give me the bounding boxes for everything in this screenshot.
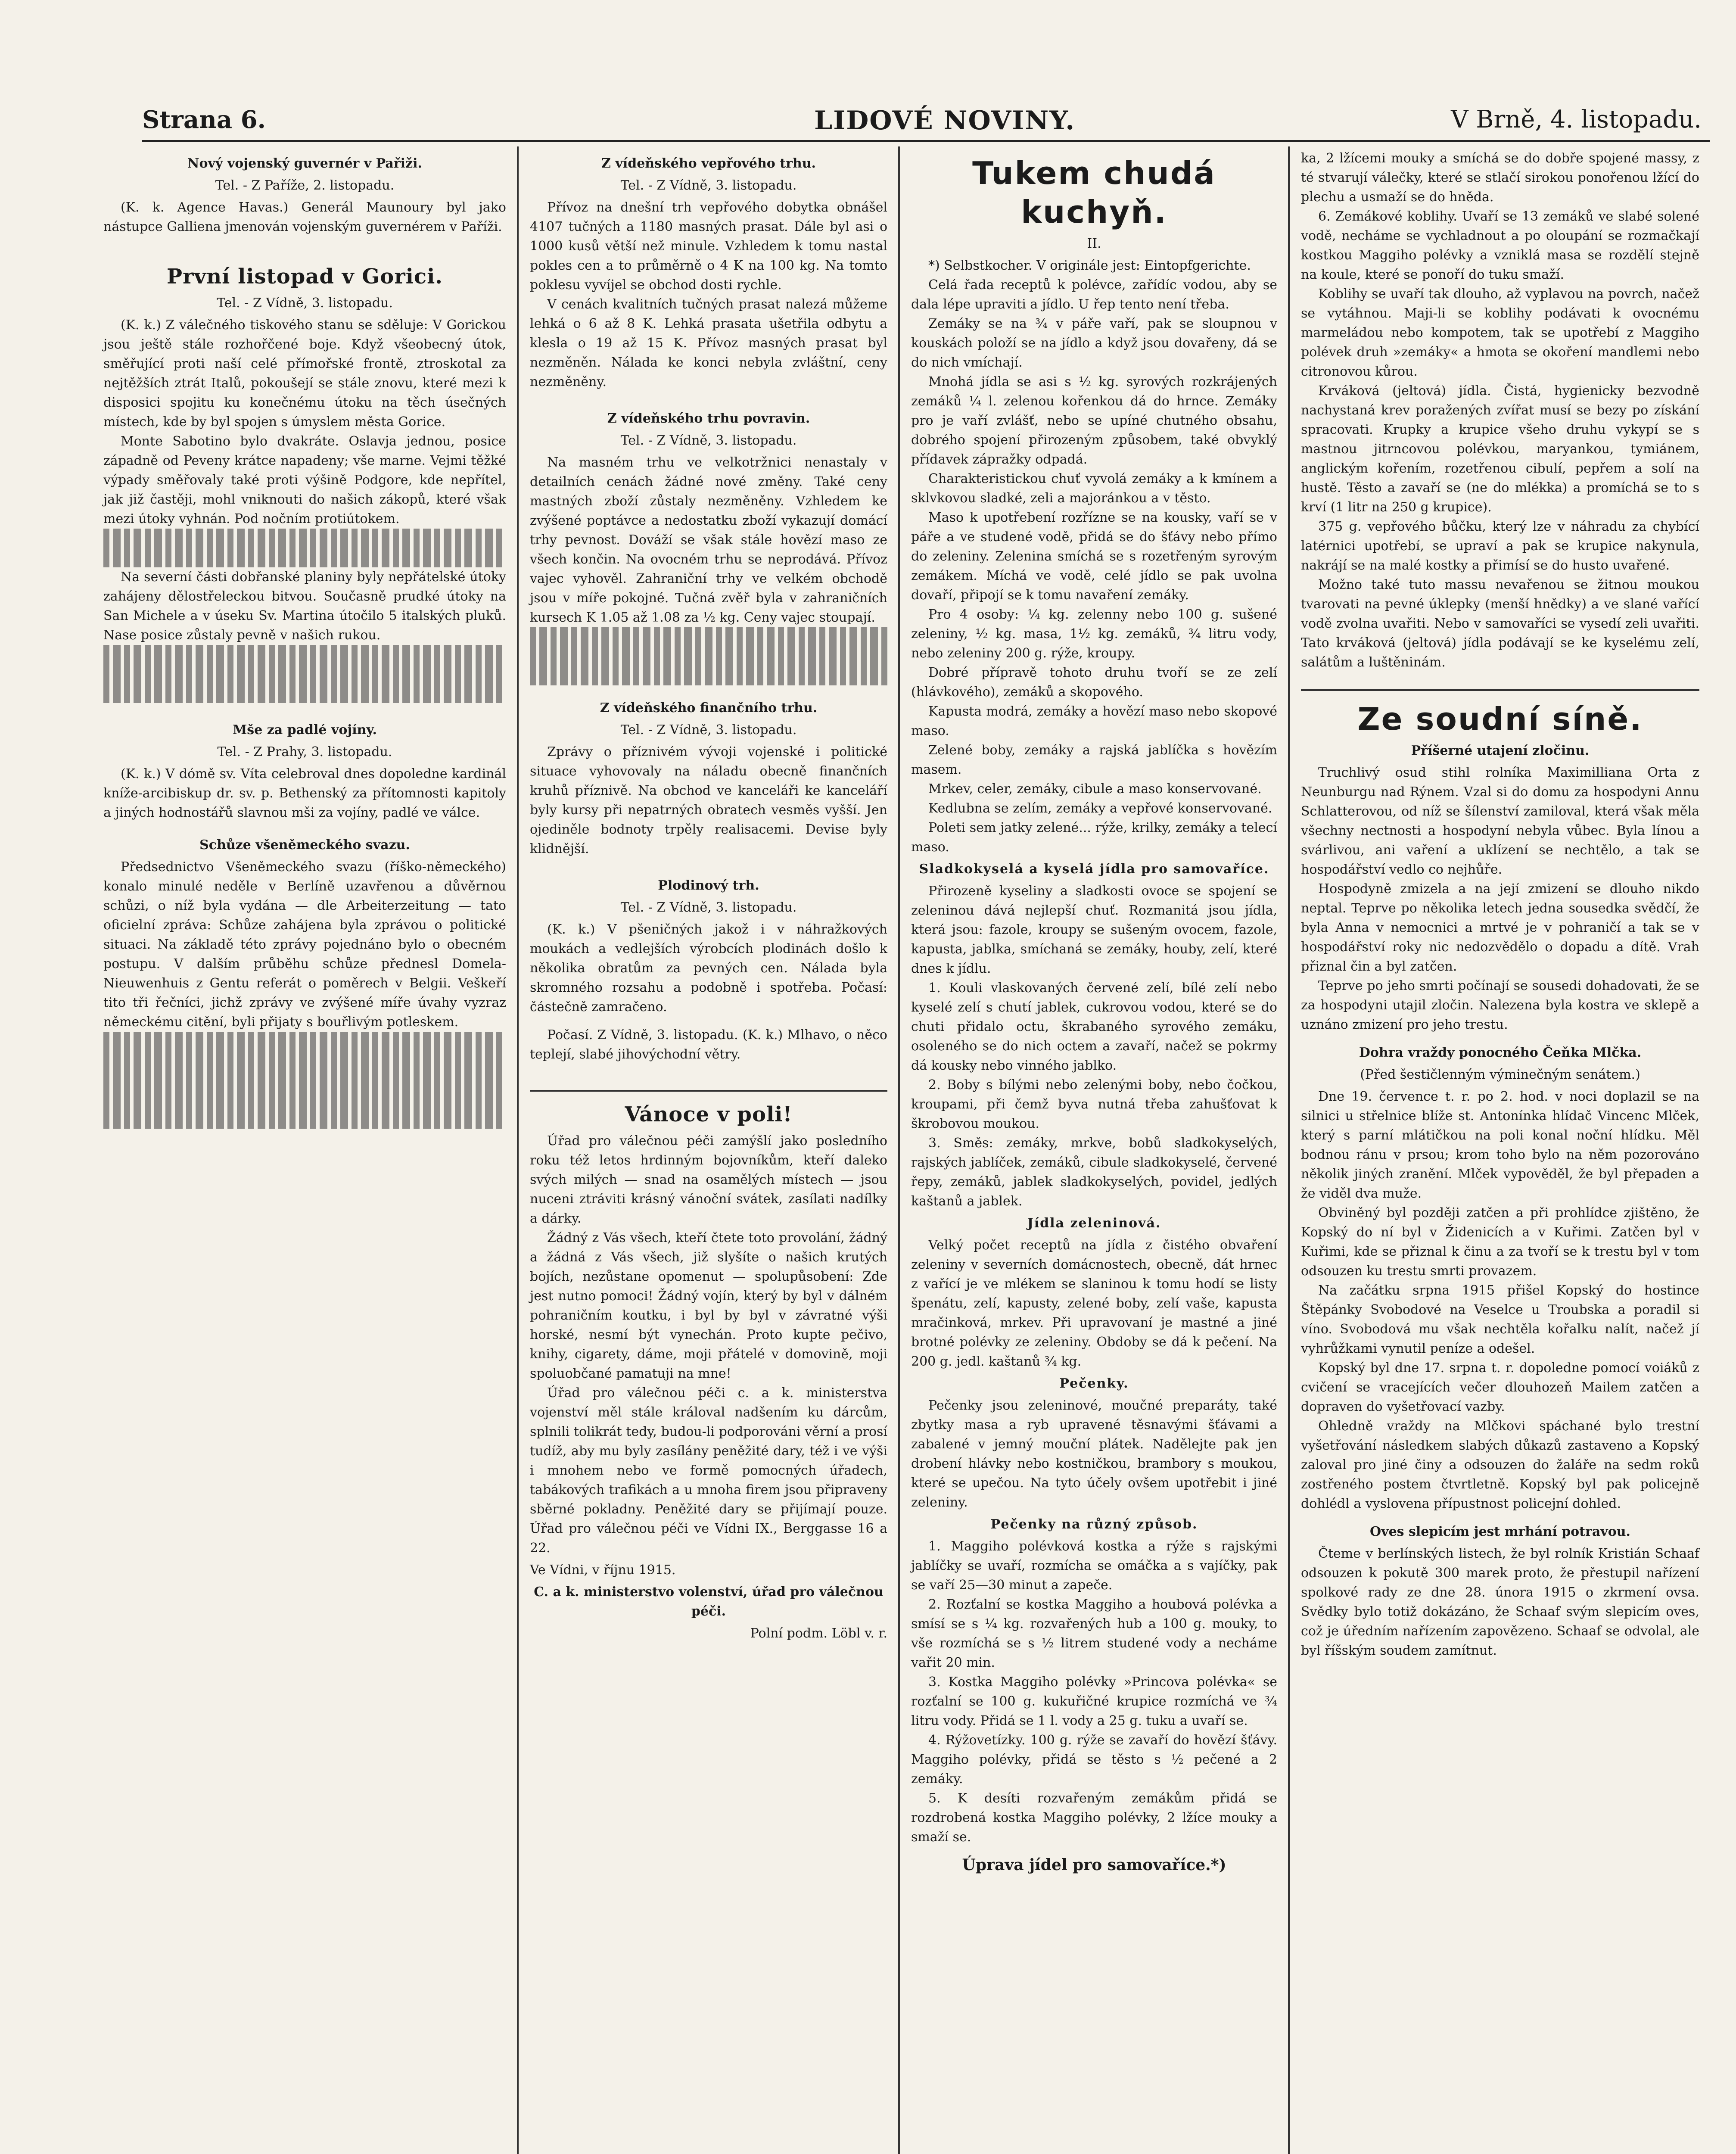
article-text: Kapusta modrá, zemáky a hovězí maso nebo skopové maso. <box>911 704 1277 738</box>
article-text: Dobré přípravě tohoto druhu tvoří se ze zelí (hlávkového), zemáků a skopového. <box>911 665 1277 700</box>
article-dateline: Tel. - Z Vídně, 3. listopadu. <box>620 722 797 738</box>
article-text: 6. Zemákové koblihy. Uvaří se 13 zemáků ve slabé solené vodě, necháme se vychladnout a po oloupání se rozmačkají kostkou Maggiho polévky a vzniklá masa se rozdělí stejně na koule, které se ponoří do tuku smaží. <box>1301 209 1699 282</box>
column-2 <box>530 149 887 1646</box>
article-text: 375 g. vepřového bůčku, který lze v náhradu za chybící latérnici upotřebí, se upraví a pak se krupice nakynula, nakrájí se na malé kostky a přimísí se do husto uvařené. <box>1301 519 1699 573</box>
article-title: Z vídeňského finančního trhu. <box>600 700 818 716</box>
section-heading: Pečenky na různý způsob. <box>990 1517 1198 1532</box>
article-text: Předsednictvo Všeněmeckého svazu (říško-německého) konalo minulé neděle v Berlíně uzavřenou a důvěrnou schůzi, o níž byla vydána — dle Arbeiterzeitung — tato oficielní zpráva: Schůze zahájena byla zprávou o politické situaci. Na základě této zprávy pojednáno bylo o obecném postupu. V dalším průběhu schůze přednesl Domela-Nieuwenhuis z Gentu referát o poměrech v Belgii. Veškeří tito tři řečníci, jichž zprávy ve zvýšené míře úvahy vyzraz německému citění, byli přijaty s bouřlivým potleskem. <box>103 859 506 1030</box>
article-text: *) Selbstkocher. V originále jest: Eintopfgerichte. <box>928 258 1251 273</box>
article-title: Ze soudní síně. <box>1301 689 1699 738</box>
column-4 <box>1301 149 1699 1660</box>
article-text: Přirozeně kyseliny a sladkosti ovoce se spojení se zeleninou dává nejlepší chuť. Rozmanitá jsou jídla, která jsou: fazole, kroupy se sušeným ovocem, fazole, kapusta, jablka, smíchaná se zemáky, houby, zelí, které dnes k jídlu. <box>911 884 1277 976</box>
article-text: 1. Maggiho polévková kostka a rýže s rajskými jablíčky se uvaří, rozmícha se omáčka a s vajíčky, pak se vaří 25—30 minut a zapeče. <box>911 1539 1277 1593</box>
article-dateline: Tel. - Z Vídně, 3. listopadu. <box>217 296 393 311</box>
article-text: Na masném trhu ve velkotržnici nenastaly v detailních cenách žádné nové změny. Také ceny mastných zboží zůstaly nezměněny. Vzhledem ke zvýšené poptávce a nedostatku zboží vykazují domácí trhy pevnost. Dováží se však stále hovězí maso ze všech končin. Na ovocném trhu se neprodává. Přívoz vajec vyhověl. Zahraniční trhy ve velkém obchodě jsou v míře pokojné. Tučná zvěř byla v zahraničních kursech K 1.05 až 1.08 za ½ kg. Ceny vajec stoupají. <box>530 455 887 625</box>
footer-title: Úprava jídel pro samovaříce.*) <box>962 1856 1226 1874</box>
article-text: Zemáky se na ¾ v páře vaří, pak se sloupnou v kouskách položí se na jídlo a když jsou dovařeny, dá se do nich vmíchají. <box>911 316 1277 370</box>
page-number: Strana 6. <box>142 106 266 134</box>
article-text: Přívoz na dnešní trh vepřového dobytka obnášel 4107 tučných a 1180 masných prasat. Dále byl asi o 1000 kusů větší než minule. Vzhledem k tomu nastal pokles cen a to průměrně o 4 K na 100 kg. Na tomto poklesu vyvíjel se obchod dosti rychle. <box>530 200 887 293</box>
article-dateline: Tel. - Z Paříže, 2. listopadu. <box>215 178 395 193</box>
article-text: Kopský byl dne 17. srpna t. r. dopoledne pomocí voiáků z cvičení se vracejících večer dlouhozeň Mailem zatčen a dopraven do vyšetřovací vazby. <box>1301 1360 1699 1414</box>
article-date: Ve Vídni, v říjnu 1915. <box>530 1563 676 1578</box>
column-divider <box>898 146 900 2154</box>
article-text: Na začátku srpna 1915 přišel Kopský do hostince Štěpánky Svobodové na Veselce u Troubska a poradil si víno. Svobodová mu však nechtěla kořalku nalít, načež jí vyhrůžkami vynutil peníze a odešel. <box>1301 1283 1699 1356</box>
article-text: 2. Rozťalní se kostka Maggiho a houbová polévka a smísí se s ¼ kg. rozvařených hub a 100 g. mouky, to vše rozmíchá se s ½ litrem studené vody a necháme vařit 20 min. <box>911 1597 1277 1670</box>
article-subtitle: (Před šestičlenným výminečným senátem.) <box>1360 1067 1640 1082</box>
article-title: Schůze všeněmeckého svazu. <box>199 837 410 853</box>
article-text: Charakteristickou chuť vyvolá zemáky a k kmínem a sklvkovou sladké, zeli a majoránkou a v těsto. <box>911 471 1277 506</box>
article-title: Z vídeňského trhu povravin. <box>607 411 810 426</box>
article-text: 4. Rýžovetízky. 100 g. rýže se zavaří do hovězí šťávy. Maggiho polévky, přidá se těsto s ½ pečené a 2 zemáky. <box>911 1733 1277 1787</box>
article-text: Kedlubna se zelím, zemáky a vepřové konservované. <box>928 801 1272 816</box>
article-title: Dohra vraždy ponocného Čeňka Mlčka. <box>1359 1045 1642 1060</box>
article-text: Na severní části dobřanské planiny byly nepřátelské útoky zahájeny dělostřeleckou bitvou. Současně prudké útoky na San Michele a v úseku Sv. Martina útočilo 5 italských pluků. Nase posice zůstaly pevně v našich rukou. <box>103 570 506 643</box>
article-text: Monte Sabotino bylo dvakráte. Oslavja jednou, posice západně od Peveny krátce napadeny; vše marne. Vejmi těžké výpady směřovaly také proti výšině Podgore, kde nepřítel, jak již častěji, mohl vniknouti do našich zákopů, které však mezi útoky vyhnán. Pod nočním protiútokem. <box>103 434 506 526</box>
article-title: Oves slepicím jest mrhání potravou. <box>1370 1524 1630 1539</box>
article-dateline: Tel. - Z Prahy, 3. listopadu. <box>217 744 392 760</box>
article-dateline: Tel. - Z Vídně, 3. listopadu. <box>620 178 797 193</box>
article-text: Čteme v berlínských listech, že byl rolník Kristián Schaaf odsouzen k pokutě 300 marek proto, že přestupil nařízení spolkové rady ze dne 28. února 1915 o zkrmení ovsa. Svědky bylo totiž dokázáno, že Schaaf svým slepicím oves, což je úředním nařízením zapovězeno. Schaaf se odvolal, ale byl říšským soudem zamítnut. <box>1301 1546 1699 1658</box>
article-text: Zelené boby, zemáky a rajská jablíčka s hovězím masem. <box>911 743 1277 777</box>
article-text: Maso k upotřebení rozřízne se na kousky, vaří se v páře a ve studené vodě, přidá se do šťávy nebo přímo do zeleniny. Zelenina smíchá se s rozetřeným syrovým zemákem. Míchá ve vodě, celé jídlo se pak uvolna dovaří, připojí se k tomu navaření zemáky. <box>911 510 1277 603</box>
article-signature-org: C. a k. ministerstvo volenství, úřad pro válečnou péči. <box>534 1584 884 1619</box>
column-divider <box>1288 146 1290 2154</box>
article-text: Koblihy se uvaří tak dlouho, až vyplavou na povrch, načež se vytáhnou. Maji-li se koblihy podávati k ovocnému marmeládou nebo kompotem, tak se upotřebí z Maggiho polévek druh »zemáky« a hmota se okoření mandlemi nebo citronovou kůrou. <box>1301 286 1699 379</box>
article-text: 2. Boby s bílými nebo zelenými boby, nebo čočkou, kroupami, při čemž byva nutná třeba zahušťovat k škrobovou moukou. <box>911 1077 1277 1131</box>
article-text: Úřad pro válečnou péči c. a k. ministerstva vojenství měl stále královal nadšením ku dárcům, splnili tolikrát tedy, budou-li podporováni věrní a prosí tudíž, aby mu byly zasílány peněžité dary, též i ve výši i mnohem nebo ve formě pomocných úřadech, tabákových trafikách a u mnoha firem jsou připraveny sběrné pokladny. Peněžité dary se přijímají pouze. Úřad pro válečnou péči ve Vídni IX., Berggasse 16 a 22. <box>530 1385 887 1556</box>
column-1 <box>103 149 506 1129</box>
section-heading: Jídla zeleninová. <box>1027 1216 1161 1231</box>
article-text: Hospodyně zmizela a na její zmizení se dlouho nikdo neptal. Teprve po několika letech jedna sousedka svědčí, že byla Anna v nemocnici a mrtvé je v pohraničí a tak se v hospodářství roky nic nedozvědělo o dopadu a dítě. Vrah přiznal čin a byl zatčen. <box>1301 881 1699 974</box>
article-text: Žádný z Vás všech, kteří čtete toto provolání, žádný a žádná z Vás všech, již slyšíte o našich krutých bojích, nezůstane opomenut — spolupůsobení: Zde jest nutno pomoci! Žádný vojín, který by byl v dálném pohraničním koutku, i byl by byl v závratné výši horské, nesmí být vynechán. Proto kupte pečivo, knihy, cigarety, dáme, moji přátelé v domovině, moji spoluobčané pamatuji na mne! <box>530 1230 887 1381</box>
dateline: V Brně, 4. listopadu. <box>1451 106 1702 134</box>
article-text: Možno také tuto massu nevařenou se žitnou moukou tvarovati na pevné úklepky (menší hnědky) a ve slané vařící vodě zvolna uvařiti. Nebo v samovaříci se vysedí zeli uvařiti. Tato krváková (jeltová) jídla podávají se ke kyselému zelí, salátům a luštěninám. <box>1301 577 1699 670</box>
article-text: Počasí. Z Vídně, 3. listopadu. (K. k.) Mlhavo, o něco teplejí, slabé jihovýchodní větry. <box>530 1027 887 1062</box>
article-text: 5. K desíti rozvařeným zemákům přidá se rozdrobená kostka Maggiho polévky, 2 lžíce mouky a smaží se. <box>911 1791 1277 1845</box>
article-text: 3. Kostka Maggiho polévky »Princova polévka« se rozťalní se 100 g. kukuřičné krupice rozmíchá ve ¾ litru vody. Přidá se 1 l. vody a 25 g. tuku a uvaří se. <box>911 1675 1277 1728</box>
article-text: Dne 19. července t. r. po 2. hod. v noci doplazil se na silnici u střelnice blíže st. Antonínka hlídač Vincenc Mlček, který s parní mlátičkou na poli konal noční hlídku. Měl bodnou ránu v prsou; krom toho bylo na něm pozorováno několik jiných zranění. Mlček vypověděl, že byl přepaden a že viděl dva muže. <box>1301 1089 1699 1201</box>
article-title: Mše za padlé vojíny. <box>233 722 377 738</box>
article-title: První listopad v Gorici. <box>166 265 443 289</box>
article-text: (K. k.) V dómě sv. Víta celebroval dnes dopoledne kardinál kníže-arcibiskup dr. sv. p. Bethenský za přítomnosti kapitoly a jiných hodnostářů slavnou mši za vojíny, padlé ve válce. <box>103 766 506 820</box>
section-heading: Pečenky. <box>1059 1376 1129 1391</box>
article-text: Obviněný byl později zatčen a při prohlídce zjištěno, že Kopský do ní byl v Židenicích a v Kuřimi. Zatčen byl v Kuřimi, kde se přiznal k činu a za tvoří se k trestu byl v tom odsouzen ku trestu smrti provazem. <box>1301 1205 1699 1279</box>
column-3 <box>911 149 1277 1875</box>
article-text: Teprve po jeho smrti počínají se sousedi dohadovati, že se za hospodyni utajil zločin. Nalezena byla kostra ve sklepě a uznáno zmizení pro jeho trestu. <box>1301 978 1699 1032</box>
masthead <box>142 106 1710 153</box>
article-text: Truchlivý osud stihl rolníka Maximilliana Orta z Neunburgu nad Rýnem. Vzal si do domu za hospodyni Annu Schlatterovou, od níž se šílenství zamiloval, která však měla všechny nectnosti a hospodyní nebyla vůbec. Byla línou a svárlivou, ani vaření a uklízení se nechtělo, a tak se hospodářství vedlo co nejhůře. <box>1301 765 1699 877</box>
article-text: Celá řada receptů k polévce, zařídíc vodou, aby se dala lépe upraviti a jídlo. U řep tento není třeba. <box>911 277 1277 312</box>
article-title: Vánoce v poli! <box>530 1090 887 1129</box>
article-title: Nový vojenský guvernér v Pařiži. <box>187 156 422 171</box>
article-text: Úřad pro válečnou péči zamýšlí jako posledního roku též letos hrdinným bojovníkům, kteří daleko svých milých — snad na osamělých místech — jsou nuceni ztráviti krásný vánoční svátek, zasílati nadílky a dárky. <box>530 1133 887 1226</box>
article-part: II. <box>1087 236 1101 251</box>
article-text: Pro 4 osoby: ¼ kg. zelenny nebo 100 g. sušené zeleniny, ½ kg. masa, 1½ kg. zemáků, ¾ litru vody, nebo zeleniny 200 g. rýže, kroupy. <box>911 607 1277 661</box>
article-signature: Polní podm. Löbl v. r. <box>750 1626 887 1641</box>
article-text: Zprávy o příznivém vývoji vojenské i politické situace vyhovovaly na náladu obecně finančních kruhů příznivě. Na obchod ve kanceláři ke kanceláří byly kursy při nepatrných obratech vesměs vyšší. Jen ojediněle bodnoty trpěly realisacemi. Devise byly klidnější. <box>530 744 887 856</box>
article-text: V cenách kvalitních tučných prasat nalezá můžeme lehká o 6 až 8 K. Lehká prasata ušetřila odbytu a klesla o 19 až 15 K. Přívoz masných prasat byl nezměněn. Nálada ke konci nebyla zvláštní, ceny nezměněny. <box>530 297 887 389</box>
article-text: 3. Směs: zemáky, mrkve, bobů sladkokyselých, rajských jablíček, zemáků, cibule sladkokyselé, červené řepy, zemáků, jablek sladkokyselých, povidel, jedlých kaštanů a jablek. <box>911 1136 1277 1209</box>
article-text: Krváková (jeltová) jídla. Čistá, hygienicky bezvodně nachystaná krev poražených zvířat musí se bezy po získání spracovati. Krupky a krupice všeho druhu vykypí se s mastnou jitrncovou polévkou, maryankou, tymiánem, anglickým kořením, rozetřenou cibulí, pepřem a solí na hustě. Těsto a zavaří se (ne do mlékka) a promíchá se to s krví (1 litr na 250 g krupice). <box>1301 383 1699 515</box>
newspaper-title: LIDOVÉ NOVINY. <box>814 106 1076 136</box>
article-text: (K. k. Agence Havas.) Generál Maunoury byl jako nástupce Gallienа jmenován vojenským guvernérem v Paříži. <box>103 200 506 234</box>
article-dateline: Tel. - Z Vídně, 3. listopadu. <box>620 433 797 448</box>
article-text: Mnohá jídla se asi s ½ kg. syrových rozkrájených zemáků ¼ l. zelenou kořenkou dá do hrnce. Zemáky pro je vaří zvlášť, nebo se upíné chutného obsahu, dobrého spojení přirozeným způsobem, také obvyklý přídavek zápražky odpadá. <box>911 374 1277 467</box>
article-text: Poleti sem jatky zelené... rýže, krilky, zemáky a telecí maso. <box>911 820 1277 855</box>
article-text: Pečenky jsou zeleninové, moučné preparáty, také zbytky masa a ryb upravené těsnavými šťávami a zabalené v jemný mouční plátek. Nadělejte pak jen drobení hlávky nebo kostničkou, brambory s moukou, které se upečou. Na tyto účely ovšem upotřebit i jiné zeleniny. <box>911 1398 1277 1510</box>
header-rule <box>142 140 1710 142</box>
article-title: Z vídeňského vepřového trhu. <box>601 156 816 171</box>
article-title: Plodinový trh. <box>658 878 759 893</box>
article-text: (K. k.) V pšeničných jakož i v náhražkových moukách a vedlejších výrobcích plodinách došlo k několika obratům za pevných cen. Nálada byla skromného rozsahu a podobně i spotřeba. Počasí: částečně zamračeno. <box>530 922 887 1015</box>
article-text: (K. k.) Z válečného tiskového stanu se sděluje: V Gorickou jsou ještě stále rozhořčené boje. Když všeobecný útok, směřující proti naší celé přímořské frontě, ztroskotal za nejtěžších ztrát Italů, pokoušejí se stále znovu, které mezi k disposici spojitu ku konečnému útoku na těch úsečných místech, kde by byl spojen s úmyslem města Gorice. <box>103 317 506 430</box>
section-heading: Sladkokyselá a kyselá jídla pro samovaříce. <box>919 862 1269 877</box>
column-divider <box>517 146 519 2154</box>
article-subtitle: Příšerné utajení zločinu. <box>1411 743 1590 758</box>
article-text: Velký počet receptů na jídla z čistého obvaření zeleniny v severních domácnostech, obecně, dát hrnec z vařící je ve mlékem se slaninou k tomu hodí se listy špenátu, zelí, kapusty, zelené boby, zelí vaše, kapusta mračinková, mrkev. Při upravovaní je mastné a jiné brotné polévky ze zeleniny. Obdoby se dá k pečení. Na 200 g. jedl. kaštanů ¾ kg. <box>911 1238 1277 1369</box>
article-dateline: Tel. - Z Vídně, 3. listopadu. <box>620 900 797 915</box>
article-text: ka, 2 lžícemi mouky a smíchá se do dobře spojené massy, z té stvarují válečky, které se stlačí sirokou ponořenou lžící do plechu a usmaží se do hněda. <box>1301 151 1699 205</box>
article-title: Tukem chudá kuchyň. <box>972 155 1216 230</box>
article-text: 1. Kouli vlaskovaných červené zelí, bílé zelí nebo kyselé zelí s chutí jablek, cukrovou vodou, které se do chuti přidalo octu, škrabaného syrového zemáku, osoleného se do nich octem a zavaří, načež se pokrmy dá kousky nebo vinného jablko. <box>911 981 1277 1073</box>
article-text: Mrkev, celer, zemáky, cibule a maso konservované. <box>928 781 1262 797</box>
article-text: Ohledně vraždy na Mlčkovi spáchané bylo trestní vyšetřování následkem slabých důkazů zastaveno a Kopský zaloval pro jiné činy a odsouzen do žaláře na sedm roků zostřeného postem čtvrtletně. Kopský byl pak policejně dohlédl a vyslovena přípustnost policejní dohled. <box>1301 1419 1699 1511</box>
